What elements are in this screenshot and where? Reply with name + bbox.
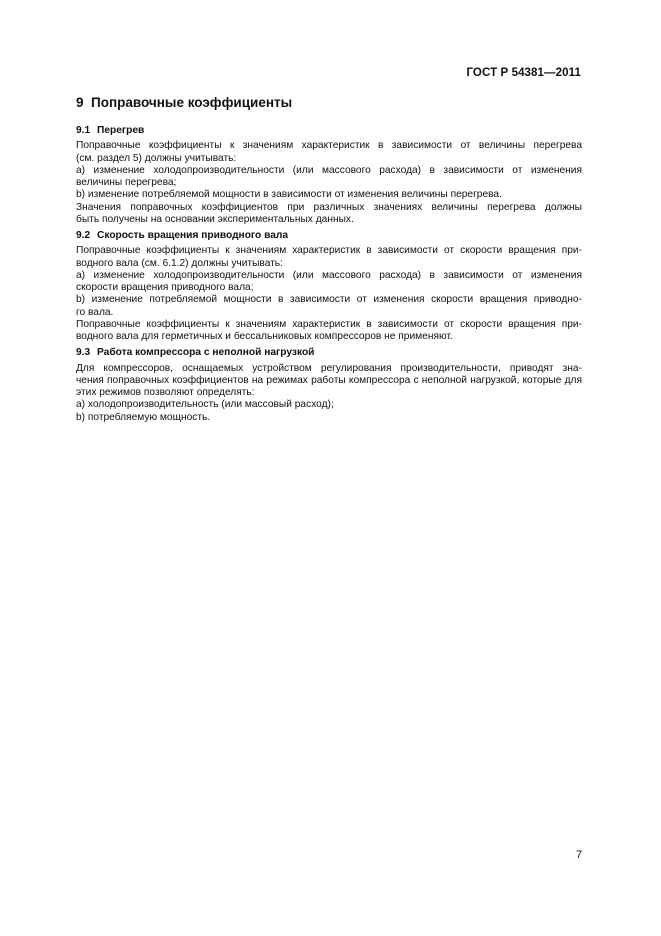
subsection-number: 9.2	[76, 230, 91, 241]
subsection-number: 9.3	[76, 347, 91, 359]
subsection-title: Перегрев	[97, 125, 145, 136]
subsection-number: 9.1	[76, 125, 91, 136]
subsection-heading	[76, 125, 582, 137]
section-body	[76, 125, 582, 424]
section-number: 9	[76, 95, 84, 110]
list-item-line: а) изменение холодопроизводительности (или массового расхода) в зависимости от изменения	[76, 164, 582, 176]
section-heading	[76, 95, 292, 110]
paragraph-line: быть получены на основании экспериментальных данных.	[76, 213, 354, 225]
list-item-line: а) холодопроизводительность (или массовый расход);	[76, 399, 334, 411]
paragraph-line: Поправочные коэффициенты к значениям характеристик в зависимости от скорости вращения при-	[76, 318, 582, 330]
paragraph-line: этих режимов позволяют определять:	[76, 387, 255, 398]
subsection-9-3	[76, 347, 582, 424]
list-item-line: b) изменение потребляемой мощности в зависимости от изменения величины перегрева.	[76, 189, 502, 201]
subsection-title: Скорость вращения приводного вала	[97, 230, 289, 241]
page-number: 7	[576, 849, 583, 861]
list-item-line: скорости вращения приводного вала;	[76, 282, 254, 293]
subsection-9-2	[76, 230, 582, 343]
list-item-line: b) изменение потребляемой мощности в зависимости от изменения скорости вращения приводно-	[76, 294, 582, 306]
list-item-line: величины перегрева;	[76, 177, 177, 188]
subsection-heading	[76, 230, 582, 242]
list-item-line: а) изменение холодопроизводительности (или массового расхода) в зависимости от изменения	[76, 269, 582, 281]
section-title: Поправочные коэффициенты	[91, 95, 293, 110]
paragraph-line: Поправочные коэффициенты к значениям характеристик в зависимости от величины перегрева	[76, 140, 582, 152]
paragraph-line: (см. раздел 5) должны учитывать:	[76, 152, 237, 164]
paragraph-line: Для компрессоров, оснащаемых устройством регулирования производительности, приводят зна-	[76, 362, 582, 374]
paragraph-line: водного вала (см. 6.1.2) должны учитывать:	[76, 257, 283, 269]
paragraph-line: Поправочные коэффициенты к значениям характеристик в зависимости от скорости вращения при-	[76, 245, 582, 257]
list-item-line: го вала.	[76, 306, 114, 318]
subsection-9-1	[76, 125, 582, 226]
paragraph-line: водного вала для герметичных и бессальниковых компрессоров не применяют.	[76, 331, 453, 342]
subsection-title: Работа компрессора с неполной нагрузкой	[97, 347, 315, 359]
standard-code: ГОСТ Р 54381—2011	[466, 67, 581, 79]
subsection-heading	[76, 347, 582, 359]
list-item-line: b) потребляемую мощность.	[76, 411, 211, 423]
paragraph-line: Значения поправочных коэффициентов при различных значениях величины перегрева должны	[76, 201, 582, 213]
paragraph-line: чения поправочных коэффициентов на режимах работы компрессора с неполной нагрузкой, которые для	[76, 374, 582, 386]
